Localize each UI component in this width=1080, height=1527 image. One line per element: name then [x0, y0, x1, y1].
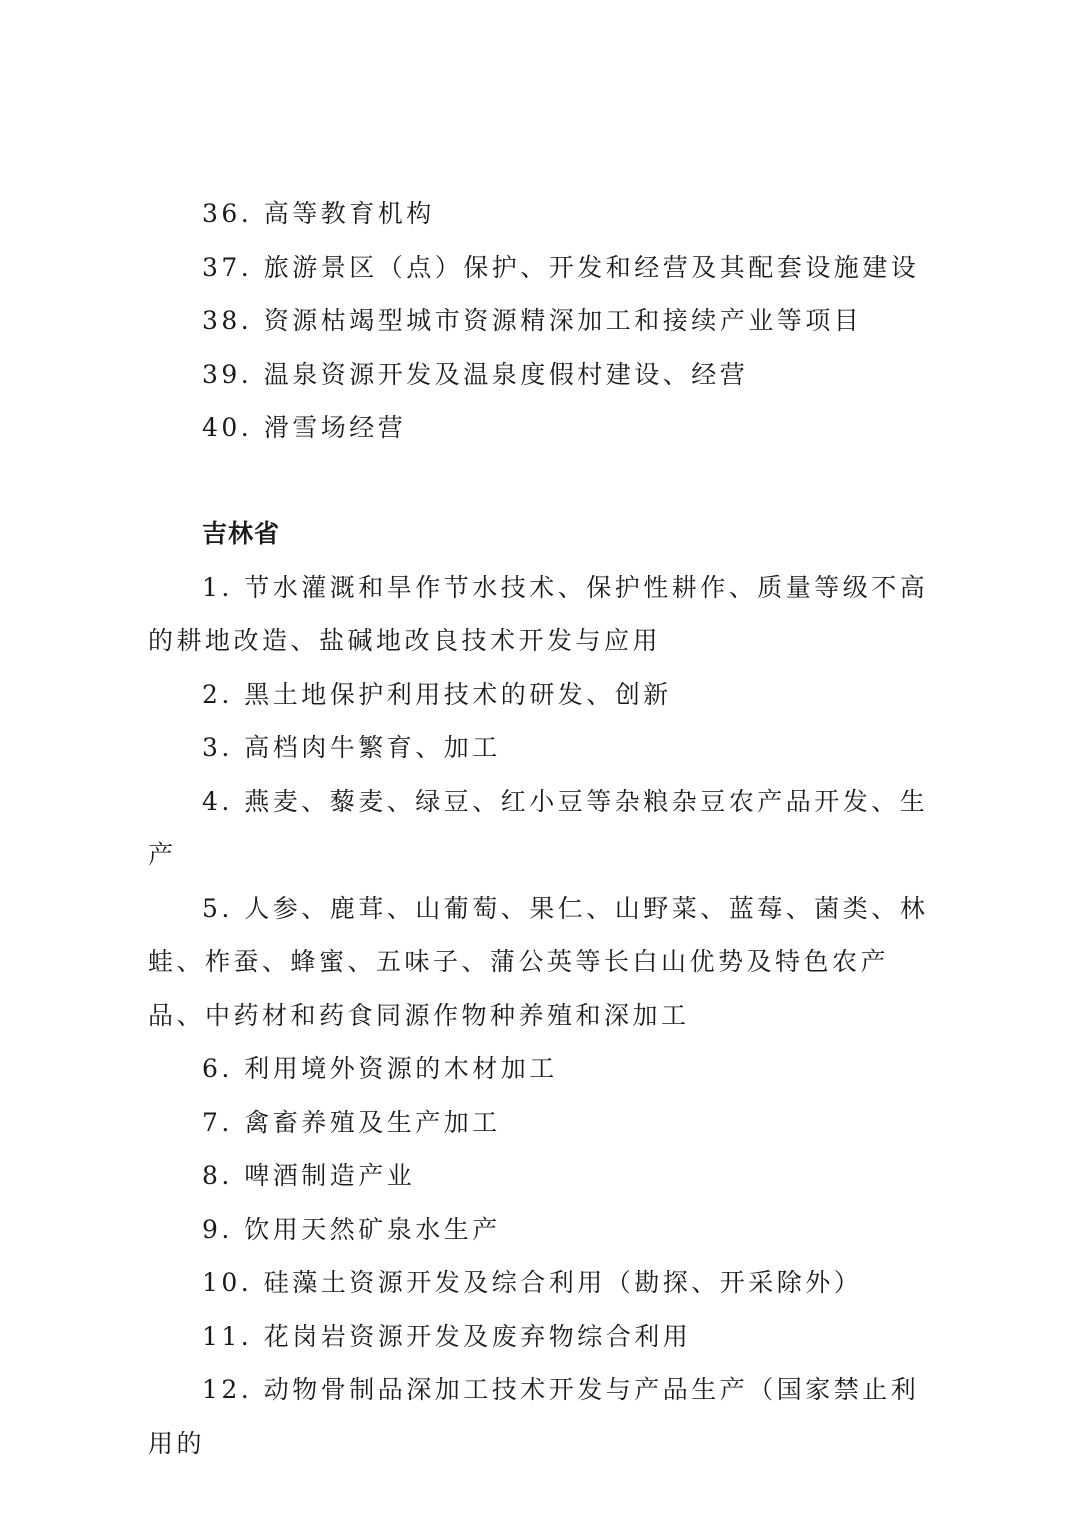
jilin-section: [148, 507, 938, 1470]
list-item: 1. 节水灌溉和旱作节水技术、保护性耕作、质量等级不高的耕地改造、盐碱地改良技术开发与应用: [148, 572, 929, 655]
list-item: 10. 硅藻土资源开发及综合利用（勘探、开采除外）: [202, 1268, 863, 1297]
list-item: 36. 高等教育机构: [202, 199, 435, 228]
list-item: 11. 花岗岩资源开发及废弃物综合利用: [202, 1321, 692, 1351]
list-item: 12. 动物骨制品深加工技术开发与产品生产（国家禁止利用的: [148, 1375, 920, 1458]
list-item: 38. 资源枯竭型城市资源精深加工和接续产业等项目: [202, 306, 863, 335]
list-item: 5. 人参、鹿茸、山葡萄、果仁、山野菜、蓝莓、菌类、林蛙、柞蚕、蜂蜜、五味子、蒲公英等长白山优势及特色农产品、中药材和药食同源作物种养殖和深加工: [148, 893, 929, 1030]
list-item: 40. 滑雪场经营: [202, 413, 407, 442]
list-item: 39. 温泉资源开发及温泉度假村建设、经营: [202, 359, 749, 389]
list-item: 37. 旅游景区（点）保护、开发和经营及其配套设施建设: [202, 252, 920, 282]
section-heading: 吉林省: [202, 519, 281, 548]
list-item: 6. 利用境外资源的木材加工: [202, 1054, 558, 1083]
list-item: 7. 禽畜养殖及生产加工: [202, 1107, 501, 1137]
previous-section-list: [148, 187, 938, 455]
list-item: 4. 燕麦、藜麦、绿豆、红小豆等杂粮杂豆农产品开发、生产: [148, 786, 929, 869]
list-item: 3. 高档肉牛繁育、加工: [202, 733, 501, 762]
list-item: 9. 饮用天然矿泉水生产: [202, 1214, 501, 1244]
list-item: 2. 黑土地保护利用技术的研发、创新: [202, 679, 672, 709]
list-item: 8. 啤酒制造产业: [202, 1161, 416, 1190]
